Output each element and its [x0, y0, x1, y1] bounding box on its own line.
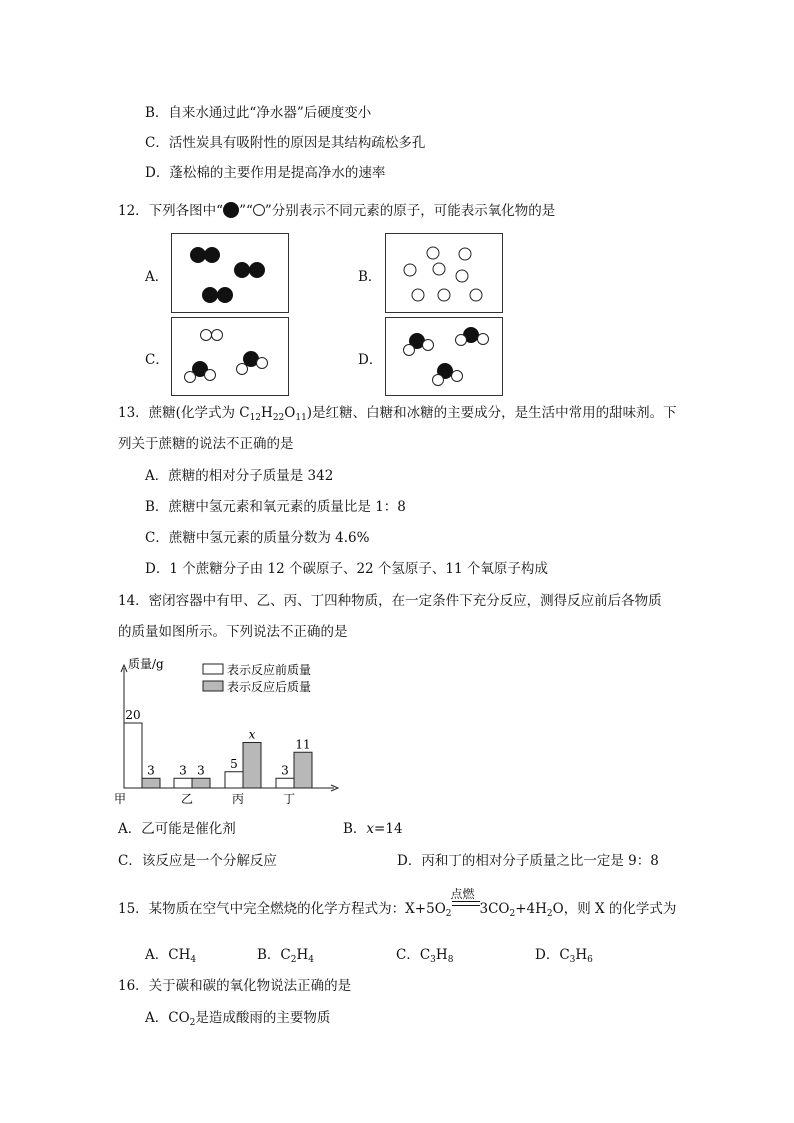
q12-stem-b: ”“: [239, 203, 253, 219]
q12-diagram-b: [385, 233, 503, 313]
q12-molecules-a: [172, 234, 288, 312]
category-label: 甲: [113, 792, 127, 806]
q14-stem-line2: 的质量如图所示。下列说法不正确的是: [118, 624, 348, 640]
category-label: 乙: [180, 792, 194, 806]
q15-option-b-text: B．C: [257, 947, 291, 963]
q15-stem: [118, 887, 677, 923]
q13-sub-12: 12: [249, 413, 262, 423]
q14-option-d: D．丙和丁的相对分子质量之比一定是 9：8: [397, 853, 659, 869]
q13-stem: [118, 404, 677, 427]
q16-option-a-rest: 是造成酸雨的主要物质: [195, 1010, 331, 1026]
bar-before: [225, 772, 243, 788]
q15-option-c-mid: H: [435, 947, 448, 963]
bar-before: [174, 778, 192, 788]
q13-option-a: A．蔗糖的相对分子质量是 342: [145, 468, 334, 484]
category-label: 丁: [282, 792, 296, 806]
legend-label-before: 表示反应前质量: [227, 663, 312, 677]
q12-diagram-d: [385, 317, 503, 396]
bar-after: [192, 778, 210, 788]
q13-option-c: C．蔗糖中氢元素的质量分数为 4.6%: [145, 530, 370, 546]
q13-o: O: [284, 405, 296, 421]
q12-label-d: D．: [358, 352, 383, 368]
q15-option-b-sub: 4: [308, 955, 314, 965]
bar-before: [276, 778, 294, 788]
q15-sub-co2: 2: [509, 909, 516, 919]
q15-option-c-text: C．C: [396, 947, 431, 963]
q12-label-b: B．: [358, 269, 382, 285]
q12-label-a: A．: [145, 269, 169, 285]
q15-option-d: [535, 946, 593, 969]
q15-sub-o2: 2: [445, 909, 452, 919]
bar-value-label: 3: [197, 763, 205, 778]
q13-h: H: [261, 405, 273, 421]
q14-option-b-prefix: B．: [343, 821, 367, 837]
q15-option-b-sub1: 2: [290, 955, 297, 965]
reaction-equal-sign: [452, 901, 480, 906]
bar-value-label: 3: [281, 763, 289, 778]
q12-stem: [118, 202, 555, 220]
reaction-condition-text: 点燃: [450, 887, 475, 901]
q15-stem-c: +4H: [515, 901, 547, 917]
legend-label-after: 表示反应后质量: [227, 680, 312, 694]
legend-swatch-after: [203, 681, 223, 691]
q12-molecules-c: [172, 318, 288, 395]
q15-option-d-text: D．C: [535, 947, 570, 963]
q13-option-b: B．蔗糖中氢元素和氧元素的质量比是 1：8: [145, 499, 406, 515]
q12-diagram-c: [171, 317, 289, 396]
mass-bar-chart: [110, 652, 350, 812]
q16-option-a-sub: 2: [189, 1018, 196, 1028]
q12-label-c: C．: [145, 352, 169, 368]
y-axis-label: 质量/g: [128, 657, 164, 671]
q15-option-b-mid: H: [296, 947, 309, 963]
q13-sub-22: 22: [272, 413, 285, 423]
q12-molecules-d: [386, 318, 502, 395]
legend-swatch-before: [203, 664, 223, 674]
q11-option-c: C．活性炭具有吸附性的原因是其结构疏松多孔: [145, 135, 426, 151]
q14-option-b-rest: =14: [374, 821, 403, 837]
bar-before: [124, 723, 142, 788]
q15-option-d-sub: 6: [587, 955, 593, 965]
bar-value-label: x: [248, 727, 256, 742]
q15-option-d-mid: H: [575, 947, 588, 963]
q15-option-c-sub1: 3: [430, 955, 436, 965]
white-atom-icon: [253, 204, 265, 216]
bar-value-label: 3: [147, 763, 155, 778]
q15-sub-h2: 2: [546, 909, 553, 919]
q15-option-d-sub1: 3: [569, 955, 576, 965]
q12-stem-a: 12．下列各图中“: [118, 203, 224, 219]
q12-molecules-b: [386, 234, 502, 312]
q11-option-b: B．自来水通过此“净水器”后硬度变小: [145, 105, 372, 121]
bar-after: [294, 752, 312, 788]
q11-option-d: D．蓬松棉的主要作用是提高净水的速率: [145, 165, 386, 181]
category-label: 丙: [231, 792, 245, 806]
q13-stem-b: )是红糖、白糖和冰糖的主要成分，是生活中常用的甜味剂。下: [306, 405, 677, 421]
q15-stem-b: 3CO: [479, 901, 510, 917]
q15-stem-d: O，则 X 的化学式为: [552, 901, 677, 917]
q14-option-a: A．乙可能是催化剂: [118, 821, 236, 837]
q14-option-b: [343, 820, 403, 838]
q14-stem-line1: 14．密闭容器中有甲、乙、丙、丁四种物质，在一定条件下充分反应，测得反应前后各物质: [118, 593, 662, 609]
q16-stem: 16．关于碳和碳的氧化物说法正确的是: [118, 978, 352, 994]
q14-option-b-var: x: [366, 821, 375, 837]
q13-option-d: D．1 个蔗糖分子由 12 个碳原子、22 个氢原子、11 个氧原子构成: [145, 561, 548, 577]
q15-option-c: [396, 946, 453, 969]
q15-option-c-sub: 8: [447, 955, 454, 965]
bar-value-label: 11: [295, 737, 311, 752]
q13-stem-a: 13．蔗糖(化学式为 C: [118, 405, 250, 421]
q15-option-a-text: A．CH: [145, 947, 191, 963]
black-atom-icon: [223, 202, 239, 218]
q15-option-a-sub: 4: [190, 955, 197, 965]
q15-option-a: [145, 946, 196, 969]
q12-stem-c: ”分别表示不同元素的原子，可能表示氧化物的是: [264, 203, 556, 219]
q13-stem-line2: 列关于蔗糖的说法不正确的是: [118, 436, 294, 452]
q16-option-a: [145, 1009, 330, 1032]
bar-after: [243, 743, 261, 789]
q15-stem-a: 15．某物质在空气中完全燃烧的化学方程式为：X+5O: [118, 901, 446, 917]
reaction-condition: [450, 887, 480, 913]
bar-after: [142, 778, 160, 788]
bar-value-label: 5: [230, 756, 238, 771]
q14-option-c: C．该反应是一个分解反应: [118, 853, 277, 869]
bar-value-label: 3: [179, 763, 187, 778]
q12-diagram-a: [171, 233, 289, 313]
q16-option-a-pre: A．CO: [145, 1010, 190, 1026]
q15-option-b: [257, 946, 314, 969]
q13-sub-11: 11: [295, 413, 307, 423]
bar-value-label: 20: [125, 708, 141, 722]
